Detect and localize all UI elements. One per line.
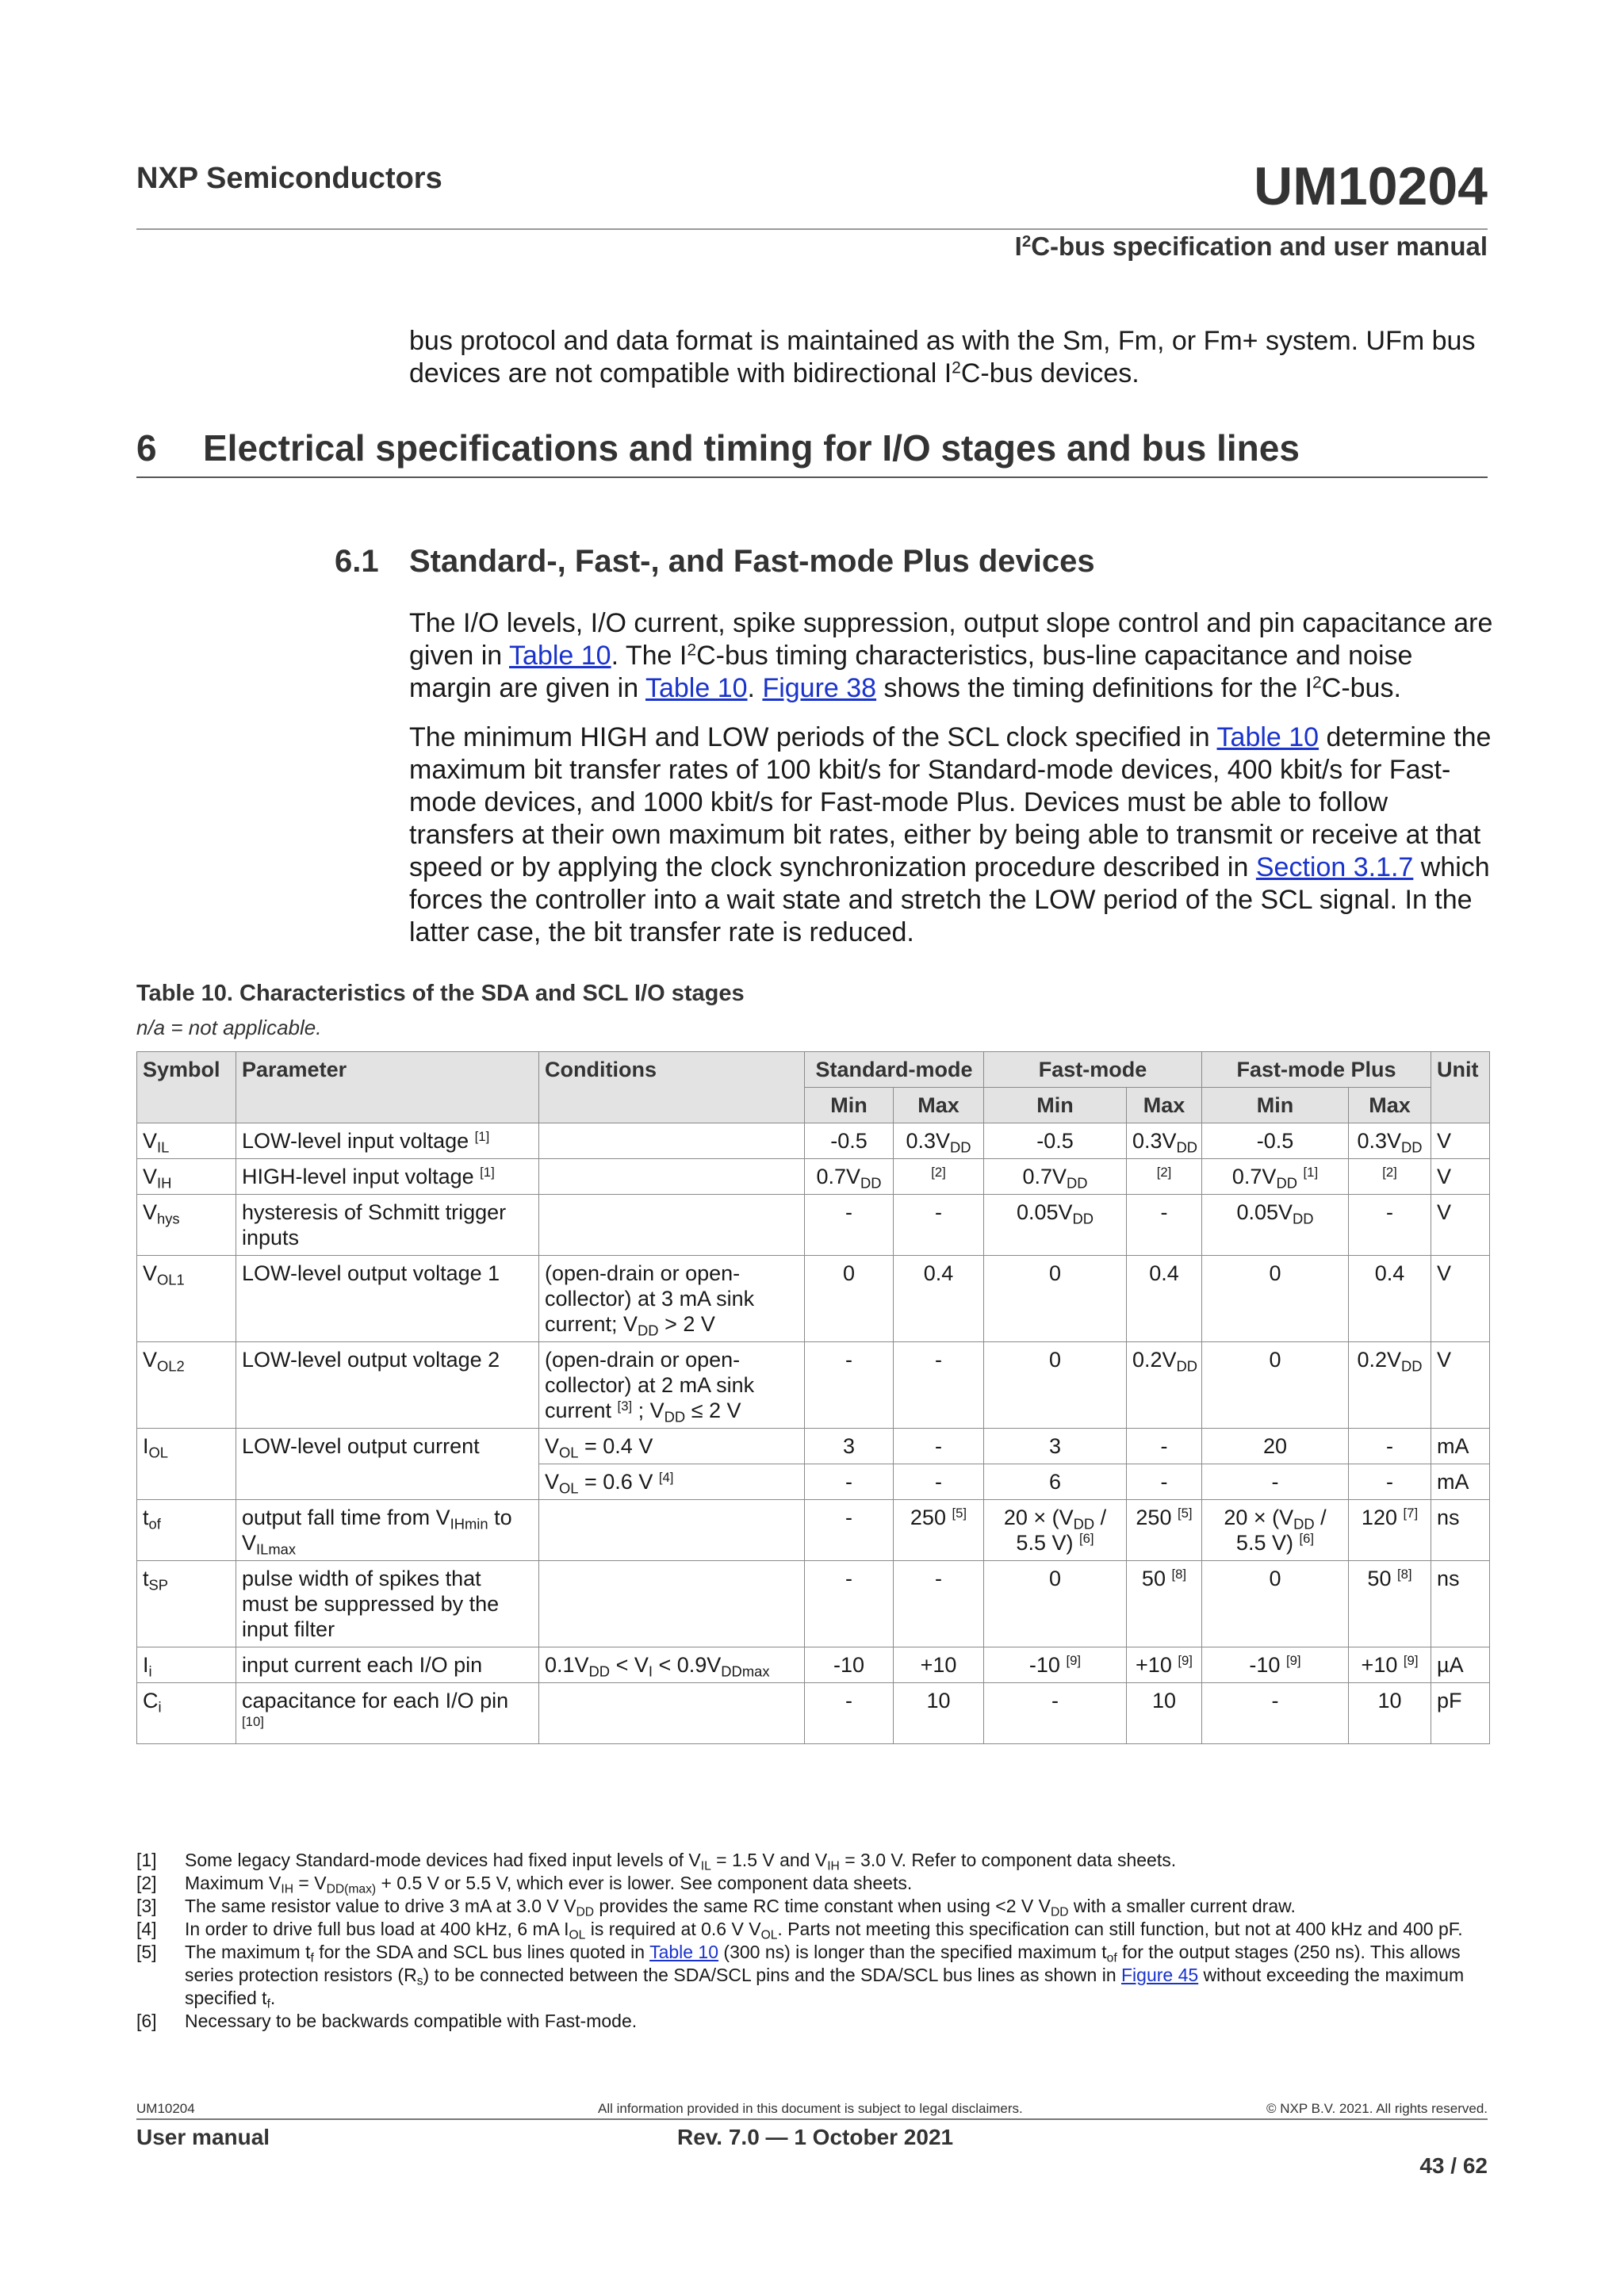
footer-copyright: © NXP B.V. 2021. All rights reserved. — [1266, 2101, 1488, 2116]
footer-disclaimer: All information provided in this document is subject to legal disclaimers. — [598, 2101, 1023, 2116]
paragraph-io-levels: The I/O levels, I/O current, spike suppression, output slope control and pin capacitance are given in Table 10. The $I^2C$-bus timing characteristics, bus-line capacitance and noise margin are given in Table 10. Figure 38 shows the timing definitions for the $I^2C$-bus. — [409, 608, 1493, 703]
footnote-4: [4] In order to drive full bus load at 400 kHz, 6 mA $I_{OL}$ is required at 0.6 V $V_{OL}$. Parts not meeting this specification can still function, but not at 400 kHz and 400 pF. — [136, 1919, 1463, 1942]
table-row-vil — [137, 1123, 1490, 1159]
cell-fast-min: $20 \times (V_{DD} / 5.5$ V) [6] — [984, 1500, 1127, 1561]
cell-conditions: (open-drain or open-collector) at 2 mA sink current [3] ; $V_{DD} \le 2$ V — [539, 1342, 805, 1429]
section-3-1-7-link[interactable]: Section 3.1.7 — [1255, 852, 1414, 882]
header-conditions: Conditions — [539, 1052, 805, 1123]
cell-fmp-min: 0 — [1202, 1561, 1349, 1647]
cell-fast-max: 0.4 — [1127, 1256, 1202, 1342]
cell-fast-min: $0.7V_{DD}$ — [984, 1159, 1127, 1195]
cell-symbol: $C_i$ — [137, 1683, 236, 1744]
cell-unit: µA — [1431, 1647, 1490, 1683]
cell-fast-max: - — [1127, 1195, 1202, 1256]
cell-fast-min: 0 — [984, 1256, 1127, 1342]
header-min: Min — [805, 1088, 894, 1123]
cell-std-min: - — [805, 1683, 894, 1744]
cell-std-min: -10 — [805, 1647, 894, 1683]
cell-unit: V — [1431, 1195, 1490, 1256]
table-row-ci — [137, 1683, 1490, 1744]
table-row-vih — [137, 1159, 1490, 1195]
cell-parameter: capacitance for each I/O pin [10] — [236, 1683, 539, 1744]
cell-fast-min: 6 — [984, 1464, 1127, 1500]
cell-fmp-min: $0.05V_{DD}$ — [1202, 1195, 1349, 1256]
cell-unit: mA — [1431, 1464, 1490, 1500]
cell-fast-min: - — [984, 1683, 1127, 1744]
header-max: Max — [1127, 1088, 1202, 1123]
header-fast-mode: Fast-mode — [984, 1052, 1202, 1088]
cell-fast-max: +10 [9] — [1127, 1647, 1202, 1683]
cell-std-min: - — [805, 1500, 894, 1561]
cell-fmp-max: - — [1349, 1429, 1431, 1464]
document-subtitle: $I^2C$-bus specification and user manual — [1014, 232, 1488, 261]
cell-fast-max: $0.3V_{DD}$ — [1127, 1123, 1202, 1159]
table-10-link[interactable]: Table 10 — [509, 641, 611, 671]
footer-rule — [136, 2118, 1488, 2120]
cell-std-min: - — [805, 1561, 894, 1647]
cell-fast-min: -10 [9] — [984, 1647, 1127, 1683]
section-6-rule — [136, 476, 1488, 478]
cell-std-min: -0.5 — [805, 1123, 894, 1159]
cell-conditions — [539, 1561, 805, 1647]
header-max: Max — [894, 1088, 984, 1123]
cell-parameter: HIGH-level input voltage [1] — [236, 1159, 539, 1195]
cell-fmp-min: - — [1202, 1683, 1349, 1744]
section-6-heading: 6 Electrical specifications and timing for I/O stages and bus lines — [136, 427, 1300, 469]
cell-std-max: 0.4 — [894, 1256, 984, 1342]
cell-fast-max: 10 — [1127, 1683, 1202, 1744]
cell-std-max: $0.3V_{DD}$ — [894, 1123, 984, 1159]
cell-fmp-max: 120 [7] — [1349, 1500, 1431, 1561]
table-row-ii — [137, 1647, 1490, 1683]
section-6-1-heading: 6.1 Standard-, Fast-, and Fast-mode Plus devices — [335, 544, 1095, 579]
cell-unit: V — [1431, 1123, 1490, 1159]
cell-fmp-min: $0.7V_{DD}$ [1] — [1202, 1159, 1349, 1195]
cell-fast-min: 0 — [984, 1342, 1127, 1429]
cell-parameter: LOW-level output current — [236, 1429, 539, 1500]
characteristics-table — [136, 1051, 1490, 1744]
cell-symbol: $t_{of}$ — [137, 1500, 236, 1561]
header-parameter: Parameter — [236, 1052, 539, 1123]
cell-fmp-min: -10 [9] — [1202, 1647, 1349, 1683]
header-min: Min — [1202, 1088, 1349, 1123]
cell-fast-min: 0 — [984, 1561, 1127, 1647]
cell-parameter: input current each I/O pin — [236, 1647, 539, 1683]
header-standard-mode: Standard-mode — [805, 1052, 984, 1088]
cell-std-max: - — [894, 1429, 984, 1464]
document-id: UM10204 — [1254, 156, 1488, 216]
cell-fast-max: 250 [5] — [1127, 1500, 1202, 1561]
cell-std-max: [2] — [894, 1159, 984, 1195]
company-name: NXP Semiconductors — [136, 162, 442, 195]
cell-std-max: 250 [5] — [894, 1500, 984, 1561]
header-unit: Unit — [1431, 1052, 1490, 1123]
table-10-link[interactable]: Table 10 — [649, 1942, 719, 1962]
footnote-3: [3] The same resistor value to drive 3 mA at 3.0 V $V_{DD}$ provides the same RC time constant when using <2 V $V_{DD}$ with a smaller current draw. — [136, 1896, 1296, 1919]
table-row-iol-1 — [137, 1429, 1490, 1464]
cell-fast-min: $0.05V_{DD}$ — [984, 1195, 1127, 1256]
footnote-6: [6] Necessary to be backwards compatible with Fast-mode. — [136, 2011, 638, 2031]
cell-fmp-max: [2] — [1349, 1159, 1431, 1195]
cell-fast-min: -0.5 — [984, 1123, 1127, 1159]
cell-fast-min: 3 — [984, 1429, 1127, 1464]
paragraph-bit-rates: The minimum HIGH and LOW periods of the SCL clock specified in Table 10 determine the maximum bit transfer rates of 100 kbit/s for Standard-mode devices, 400 kbit/s for Fast-mode devices, and 1000 kbit/s for Fast-mode Plus. Devices must be able to follow transfers at their own maximum bit rates, either by being able to transmit or receive at that speed or by applying the clock synchronization procedure described in Section 3.1.7 which forces the controller into a wait state and stretch the LOW period of the SCL signal. In the latter case, the bit transfer rate is reduced. — [409, 722, 1492, 947]
cell-symbol: $V_{OL1}$ — [137, 1256, 236, 1342]
cell-symbol: $t_{SP}$ — [137, 1561, 236, 1647]
cell-fmp-max: 10 — [1349, 1683, 1431, 1744]
cell-fmp-max: - — [1349, 1195, 1431, 1256]
cell-unit: ns — [1431, 1561, 1490, 1647]
cell-symbol: $V_{IL}$ — [137, 1123, 236, 1159]
cell-std-min: 3 — [805, 1429, 894, 1464]
cell-fmp-min: - — [1202, 1464, 1349, 1500]
cell-fmp-min: 20 — [1202, 1429, 1349, 1464]
cell-std-min: $0.7V_{DD}$ — [805, 1159, 894, 1195]
cell-conditions — [539, 1123, 805, 1159]
cell-symbol: $V_{hys}$ — [137, 1195, 236, 1256]
cell-fast-max: [2] — [1127, 1159, 1202, 1195]
cell-fmp-max: - — [1349, 1464, 1431, 1500]
cell-std-min: - — [805, 1464, 894, 1500]
cell-unit: V — [1431, 1256, 1490, 1342]
cell-fast-max: - — [1127, 1464, 1202, 1500]
cell-unit: mA — [1431, 1429, 1490, 1464]
cell-conditions: $0.1V_{DD} < V_I < 0.9V_{DDmax}$ — [539, 1647, 805, 1683]
header-max: Max — [1349, 1088, 1431, 1123]
cell-fmp-max: 50 [8] — [1349, 1561, 1431, 1647]
cell-symbol: $V_{OL2}$ — [137, 1342, 236, 1429]
cell-conditions: $V_{OL} = 0.6$ V [4] — [539, 1464, 805, 1500]
cell-unit: ns — [1431, 1500, 1490, 1561]
cell-std-max: 10 — [894, 1683, 984, 1744]
figure-38-link[interactable]: Figure 38 — [762, 673, 877, 703]
cell-fmp-min: -0.5 — [1202, 1123, 1349, 1159]
table-note: n/a = not applicable. — [136, 1016, 322, 1039]
cell-parameter: hysteresis of Schmitt trigger inputs — [236, 1195, 539, 1256]
cell-std-min: - — [805, 1195, 894, 1256]
cell-symbol: $V_{IH}$ — [137, 1159, 236, 1195]
table-row-vol2 — [137, 1342, 1490, 1429]
footer-revision: Rev. 7.0 — 1 October 2021 — [677, 2125, 954, 2149]
cell-unit: V — [1431, 1159, 1490, 1195]
footnote-2: [2] Maximum $V_{IH} = V_{DD(max)} + 0.5$ V or 5.5 V, which ever is lower. See component data sheets. — [136, 1873, 913, 1896]
figure-45-link[interactable]: Figure 45 — [1121, 1965, 1199, 1985]
cell-conditions — [539, 1195, 805, 1256]
table-footnotes — [136, 1849, 1488, 2033]
cell-conditions — [539, 1159, 805, 1195]
cell-unit: pF — [1431, 1683, 1490, 1744]
cell-conditions: $V_{OL} = 0.4$ V — [539, 1429, 805, 1464]
footnote-1: [1] Some legacy Standard-mode devices had fixed input levels of $V_{IL} = 1.5$ V and $V_{IH} = 3.0$ V. Refer to component data sheets. — [136, 1850, 1177, 1873]
cell-symbol: $I_i$ — [137, 1647, 236, 1683]
table-row-tsp — [137, 1561, 1490, 1647]
table-10-link[interactable]: Table 10 — [645, 673, 748, 703]
cell-std-max: - — [894, 1342, 984, 1429]
cell-fmp-min: $20 \times (V_{DD} / 5.5$ V) [6] — [1202, 1500, 1349, 1561]
cell-symbol: $I_{OL}$ — [137, 1429, 236, 1500]
cell-fmp-max: $0.3V_{DD}$ — [1349, 1123, 1431, 1159]
cell-unit: V — [1431, 1342, 1490, 1429]
header-symbol: Symbol — [137, 1052, 236, 1123]
cell-std-min: 0 — [805, 1256, 894, 1342]
cell-fast-max: - — [1127, 1429, 1202, 1464]
cell-fast-max: 50 [8] — [1127, 1561, 1202, 1647]
footnote-5: [5] The maximum $t_f$ for the SDA and SCL bus lines quoted in Table 10 (300 ns) is longer than the specified maximum $t_{of}$ for the output stages (250 ns). This allows series protection resistors $(R_s)$ to be connected between the SDA/SCL pins and the SDA/SCL bus lines as shown in Figure 45 without exceeding the maximum specified $t_f$. — [136, 1942, 1465, 2011]
cell-fmp-min: 0 — [1202, 1256, 1349, 1342]
cell-fmp-max: +10 [9] — [1349, 1647, 1431, 1683]
header-rule — [136, 228, 1488, 230]
cell-fmp-max: 0.4 — [1349, 1256, 1431, 1342]
footer-doc-id: UM10204 — [136, 2101, 195, 2116]
table-row-vol1 — [137, 1256, 1490, 1342]
cell-parameter: LOW-level output voltage 2 — [236, 1342, 539, 1429]
table-header-row — [137, 1052, 1490, 1088]
cell-parameter: pulse width of spikes that must be suppressed by the input filter — [236, 1561, 539, 1647]
page-number: 43 / 62 — [1419, 2153, 1488, 2178]
cell-std-max: - — [894, 1195, 984, 1256]
table-10-link[interactable]: Table 10 — [1216, 722, 1320, 752]
footer-doc-type: User manual — [136, 2125, 270, 2149]
table-caption: Table 10. Characteristics of the SDA and SCL I/O stages — [136, 981, 745, 1006]
header-min: Min — [984, 1088, 1127, 1123]
cell-conditions: (open-drain or open-collector) at 3 mA sink current; $V_{DD} > 2$ V — [539, 1256, 805, 1342]
cell-fmp-max: $0.2V_{DD}$ — [1349, 1342, 1431, 1429]
cell-std-max: +10 — [894, 1647, 984, 1683]
cell-fmp-min: 0 — [1202, 1342, 1349, 1429]
table-row-vhys — [137, 1195, 1490, 1256]
cell-std-max: - — [894, 1561, 984, 1647]
cell-fast-max: $0.2V_{DD}$ — [1127, 1342, 1202, 1429]
cell-std-max: - — [894, 1464, 984, 1500]
intro-paragraph: bus protocol and data format is maintained as with the Sm, Fm, or Fm+ system. UFm bus devices are not compatible with bidirectional $I^2C$-bus devices. — [409, 326, 1476, 388]
cell-conditions — [539, 1500, 805, 1561]
header-fast-mode-plus: Fast-mode Plus — [1202, 1052, 1431, 1088]
cell-std-min: - — [805, 1342, 894, 1429]
cell-parameter: LOW-level input voltage [1] — [236, 1123, 539, 1159]
cell-conditions — [539, 1683, 805, 1744]
cell-parameter: LOW-level output voltage 1 — [236, 1256, 539, 1342]
table-row-tof — [137, 1500, 1490, 1561]
cell-parameter: output fall time from $V_{IHmin}$ to $V_{ILmax}$ — [236, 1500, 539, 1561]
